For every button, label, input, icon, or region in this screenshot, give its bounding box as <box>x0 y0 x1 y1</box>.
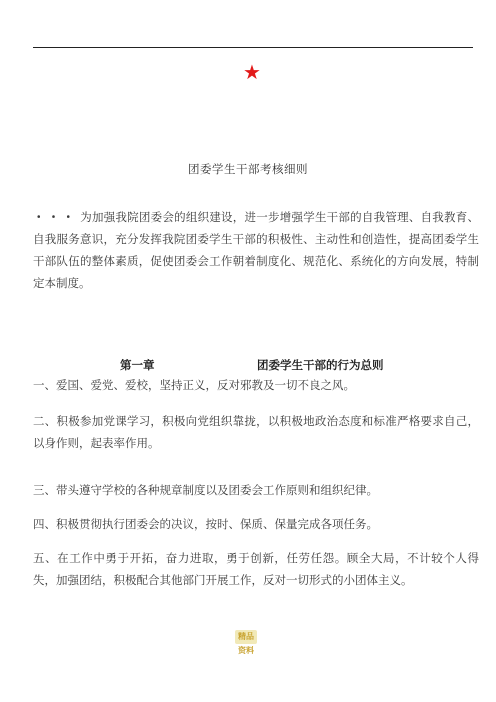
intro-paragraph <box>33 206 479 294</box>
header-rule <box>33 47 473 48</box>
intro-dots: ・・・ <box>33 210 78 224</box>
rule-item: 一、爱国、爱党、爱校，坚持正义，反对邪教及一切不良之风。 <box>33 378 355 392</box>
document-title: 团委学生干部考核细则 <box>188 162 308 176</box>
rule-item: 二、积极参加党课学习，积极向党组织靠拢，以积极地政治态度和标准严格要求自己，以身作则，起表率作用。 <box>33 414 479 450</box>
intro-text: 为加强我院团委会的组织建设，进一步增强学生干部的自我管理、自我教育、自我服务意识，充分发挥我院团委学生干部的积极性、主动性和创造性，提高团委学生干部队伍的整体素质，促使团委会工作朝着制度化、规范化、系统化的方向发展，特制定本制度。 <box>33 210 480 290</box>
rule-item: 三、带头遵守学校的各种规章制度以及团委会工作原则和组织纪律。 <box>33 483 378 497</box>
rule-item: 四、积极贯彻执行团委会的决议，按时、保质、保量完成各项任务。 <box>33 517 378 531</box>
chapter-number: 第一章 <box>120 358 155 372</box>
rule-item: 五、在工作中勇于开拓，奋力进取，勇于创新，任劳任怨。顾全大局，不计较个人得失，加强团结，积极配合其他部门开展工作，反对一切形式的小团体主义。 <box>33 551 479 587</box>
footer-logo: 精品资料 <box>235 630 257 644</box>
star-icon: ★ <box>243 60 261 84</box>
chapter-title: 团委学生干部的行为总则 <box>257 358 384 372</box>
